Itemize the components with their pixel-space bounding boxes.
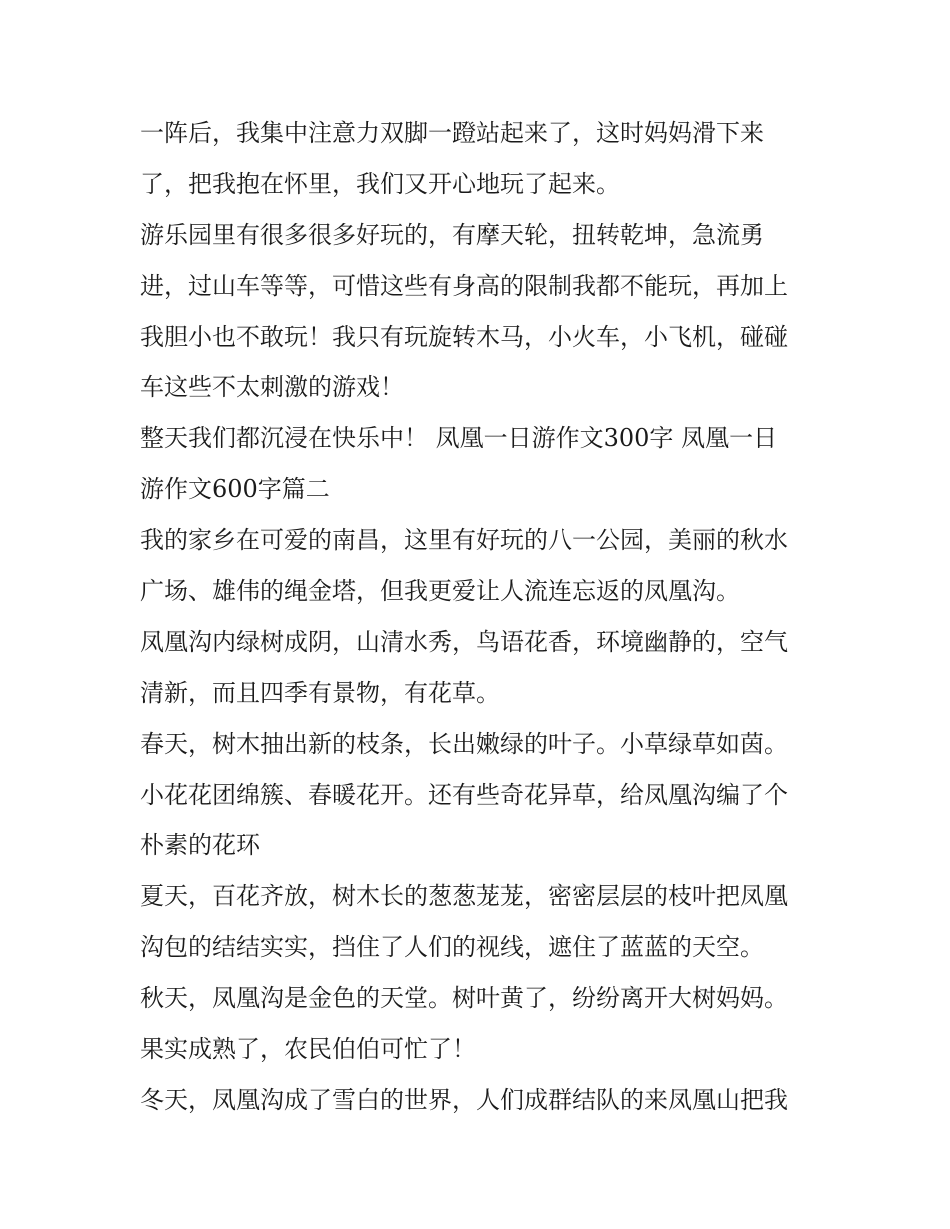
text-line: 游乐园里有很多很多好玩的，有摩天轮，扭转乾坤，急流勇 [140, 220, 764, 249]
text-line: 我胆小也不敢玩！我只有玩旋转木马，小火车，小飞机，碰碰 [140, 322, 788, 351]
text-line: 小花花团绵簇、春暖花开。还有些奇花异草，给凤凰沟编了个 [140, 780, 788, 809]
text-line: 一阵后，我集中注意力双脚一蹬站起来了，这时妈妈滑下来 [140, 119, 764, 147]
document-body [140, 108, 820, 1126]
text-line: 夏天，百花齐放，树木长的葱葱茏茏，密密层层的枝叶把凤凰 [140, 882, 788, 911]
text-line: 秋天，凤凰沟是金色的天堂。树叶黄了，纷纷离开大树妈妈。 [140, 984, 788, 1013]
text-line: 整天我们都沉浸在快乐中！ 凤凰一日游作文300字 凤凰一日 [140, 424, 778, 453]
text-line: 广场、雄伟的绳金塔，但我更爱让人流连忘返的凤凰沟。 [140, 577, 740, 606]
text-line: 朴素的花环 [140, 831, 260, 860]
text-line: 冬天，凤凰沟成了雪白的世界，人们成群结队的来凤凰山把我 [140, 1085, 788, 1114]
text-line: 春天，树木抽出新的枝条，长出嫩绿的叶子。小草绿草如茵。 [140, 729, 788, 758]
text-line: 清新，而且四季有景物，有花草。 [140, 678, 500, 707]
text-line: 沟包的结结实实，挡住了人们的视线，遮住了蓝蓝的天空。 [140, 933, 764, 962]
text-line: 我的家乡在可爱的南昌，这里有好玩的八一公园，美丽的秋水 [140, 526, 788, 555]
text-line: 了，把我抱在怀里，我们又开心地玩了起来。 [140, 169, 620, 198]
text-line: 游作文600字篇二 [140, 475, 330, 504]
text-line: 进，过山车等等，可惜这些有身高的限制我都不能玩，再加上 [140, 271, 788, 300]
text-line: 果实成熟了，农民伯伯可忙了！ [140, 1035, 476, 1064]
text-line: 凤凰沟内绿树成阴，山清水秀，鸟语花香，环境幽静的，空气 [140, 627, 788, 656]
text-line: 车这些不太刺激的游戏！ [140, 373, 404, 402]
